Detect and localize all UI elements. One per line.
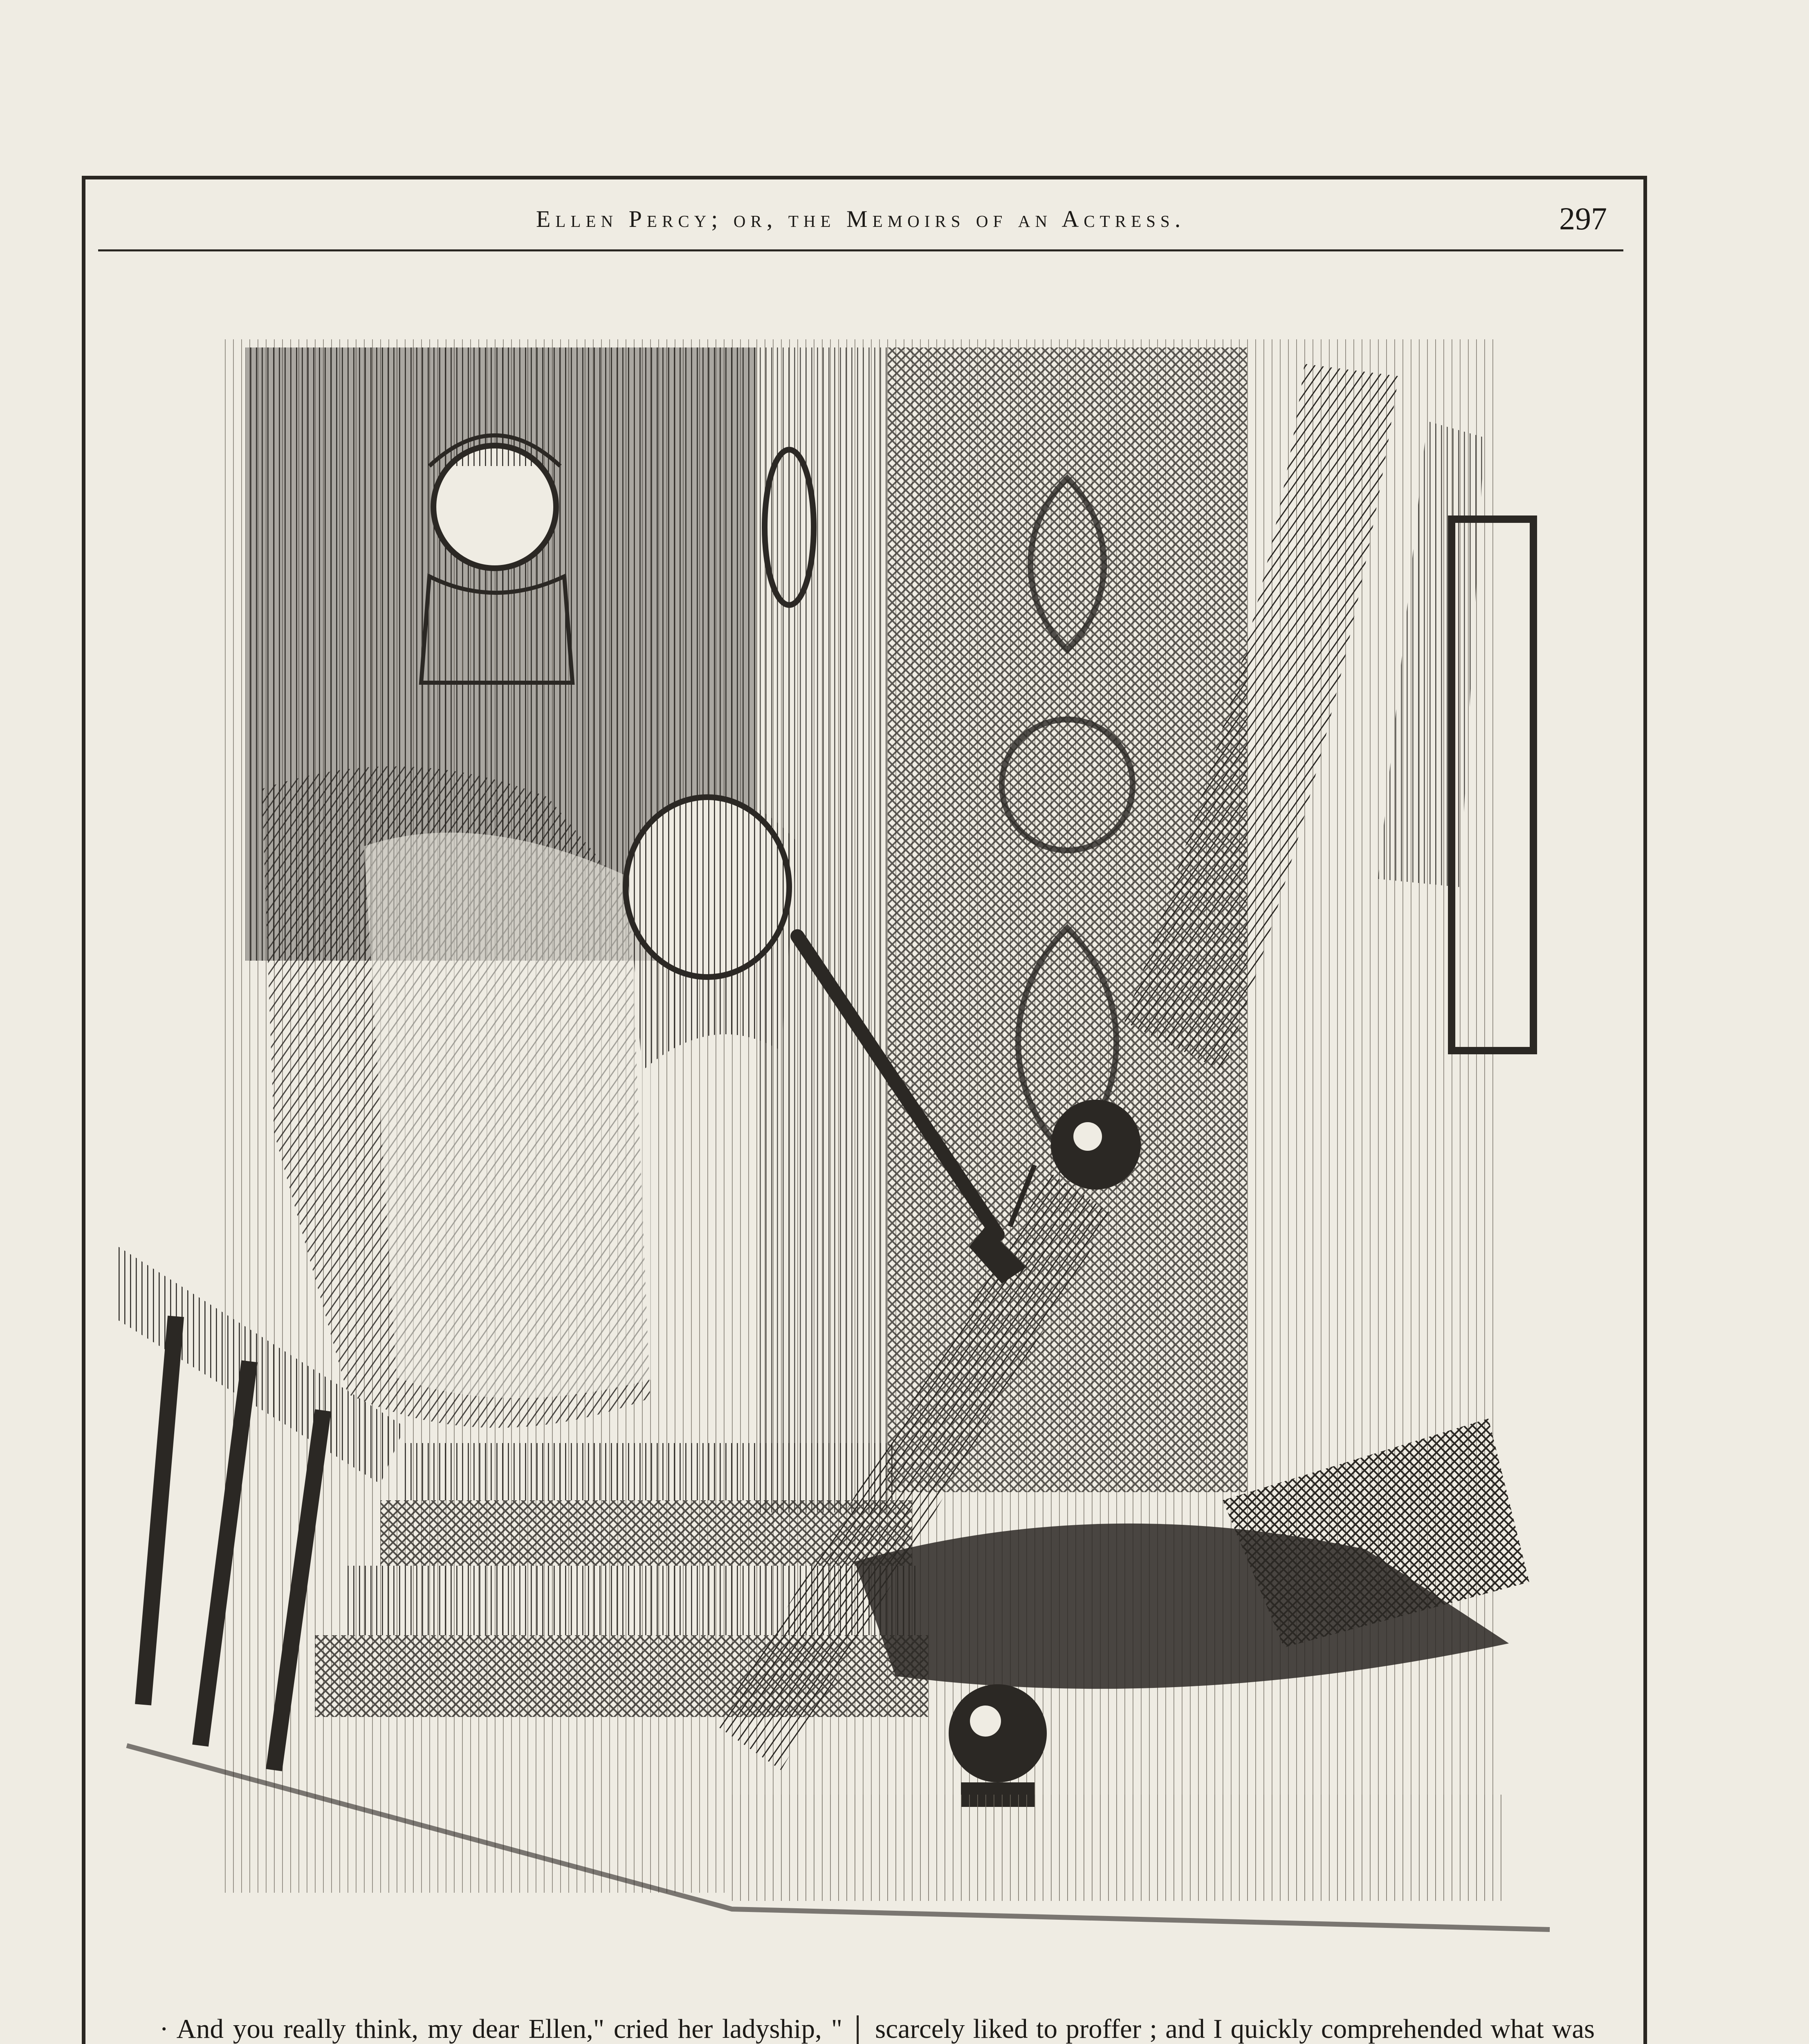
- left-column: [123, 2011, 842, 2044]
- column-divider: [857, 2015, 859, 2044]
- right-column: [875, 2011, 1595, 2044]
- paragraph: · And you really think, my dear Ellen," cried her ladyship, ": [159, 2014, 842, 2044]
- header-rule: [98, 249, 1623, 251]
- running-title: Ellen Percy; or, the Memoirs of an Actress.: [536, 205, 1186, 232]
- running-head: [98, 196, 1623, 241]
- paragraph-continuation: scarcely liked to proffer ; and I quickly comprehended what was: [875, 2014, 1595, 2044]
- page-number: 297: [1559, 201, 1607, 236]
- engraving-illustration: [119, 315, 1591, 1946]
